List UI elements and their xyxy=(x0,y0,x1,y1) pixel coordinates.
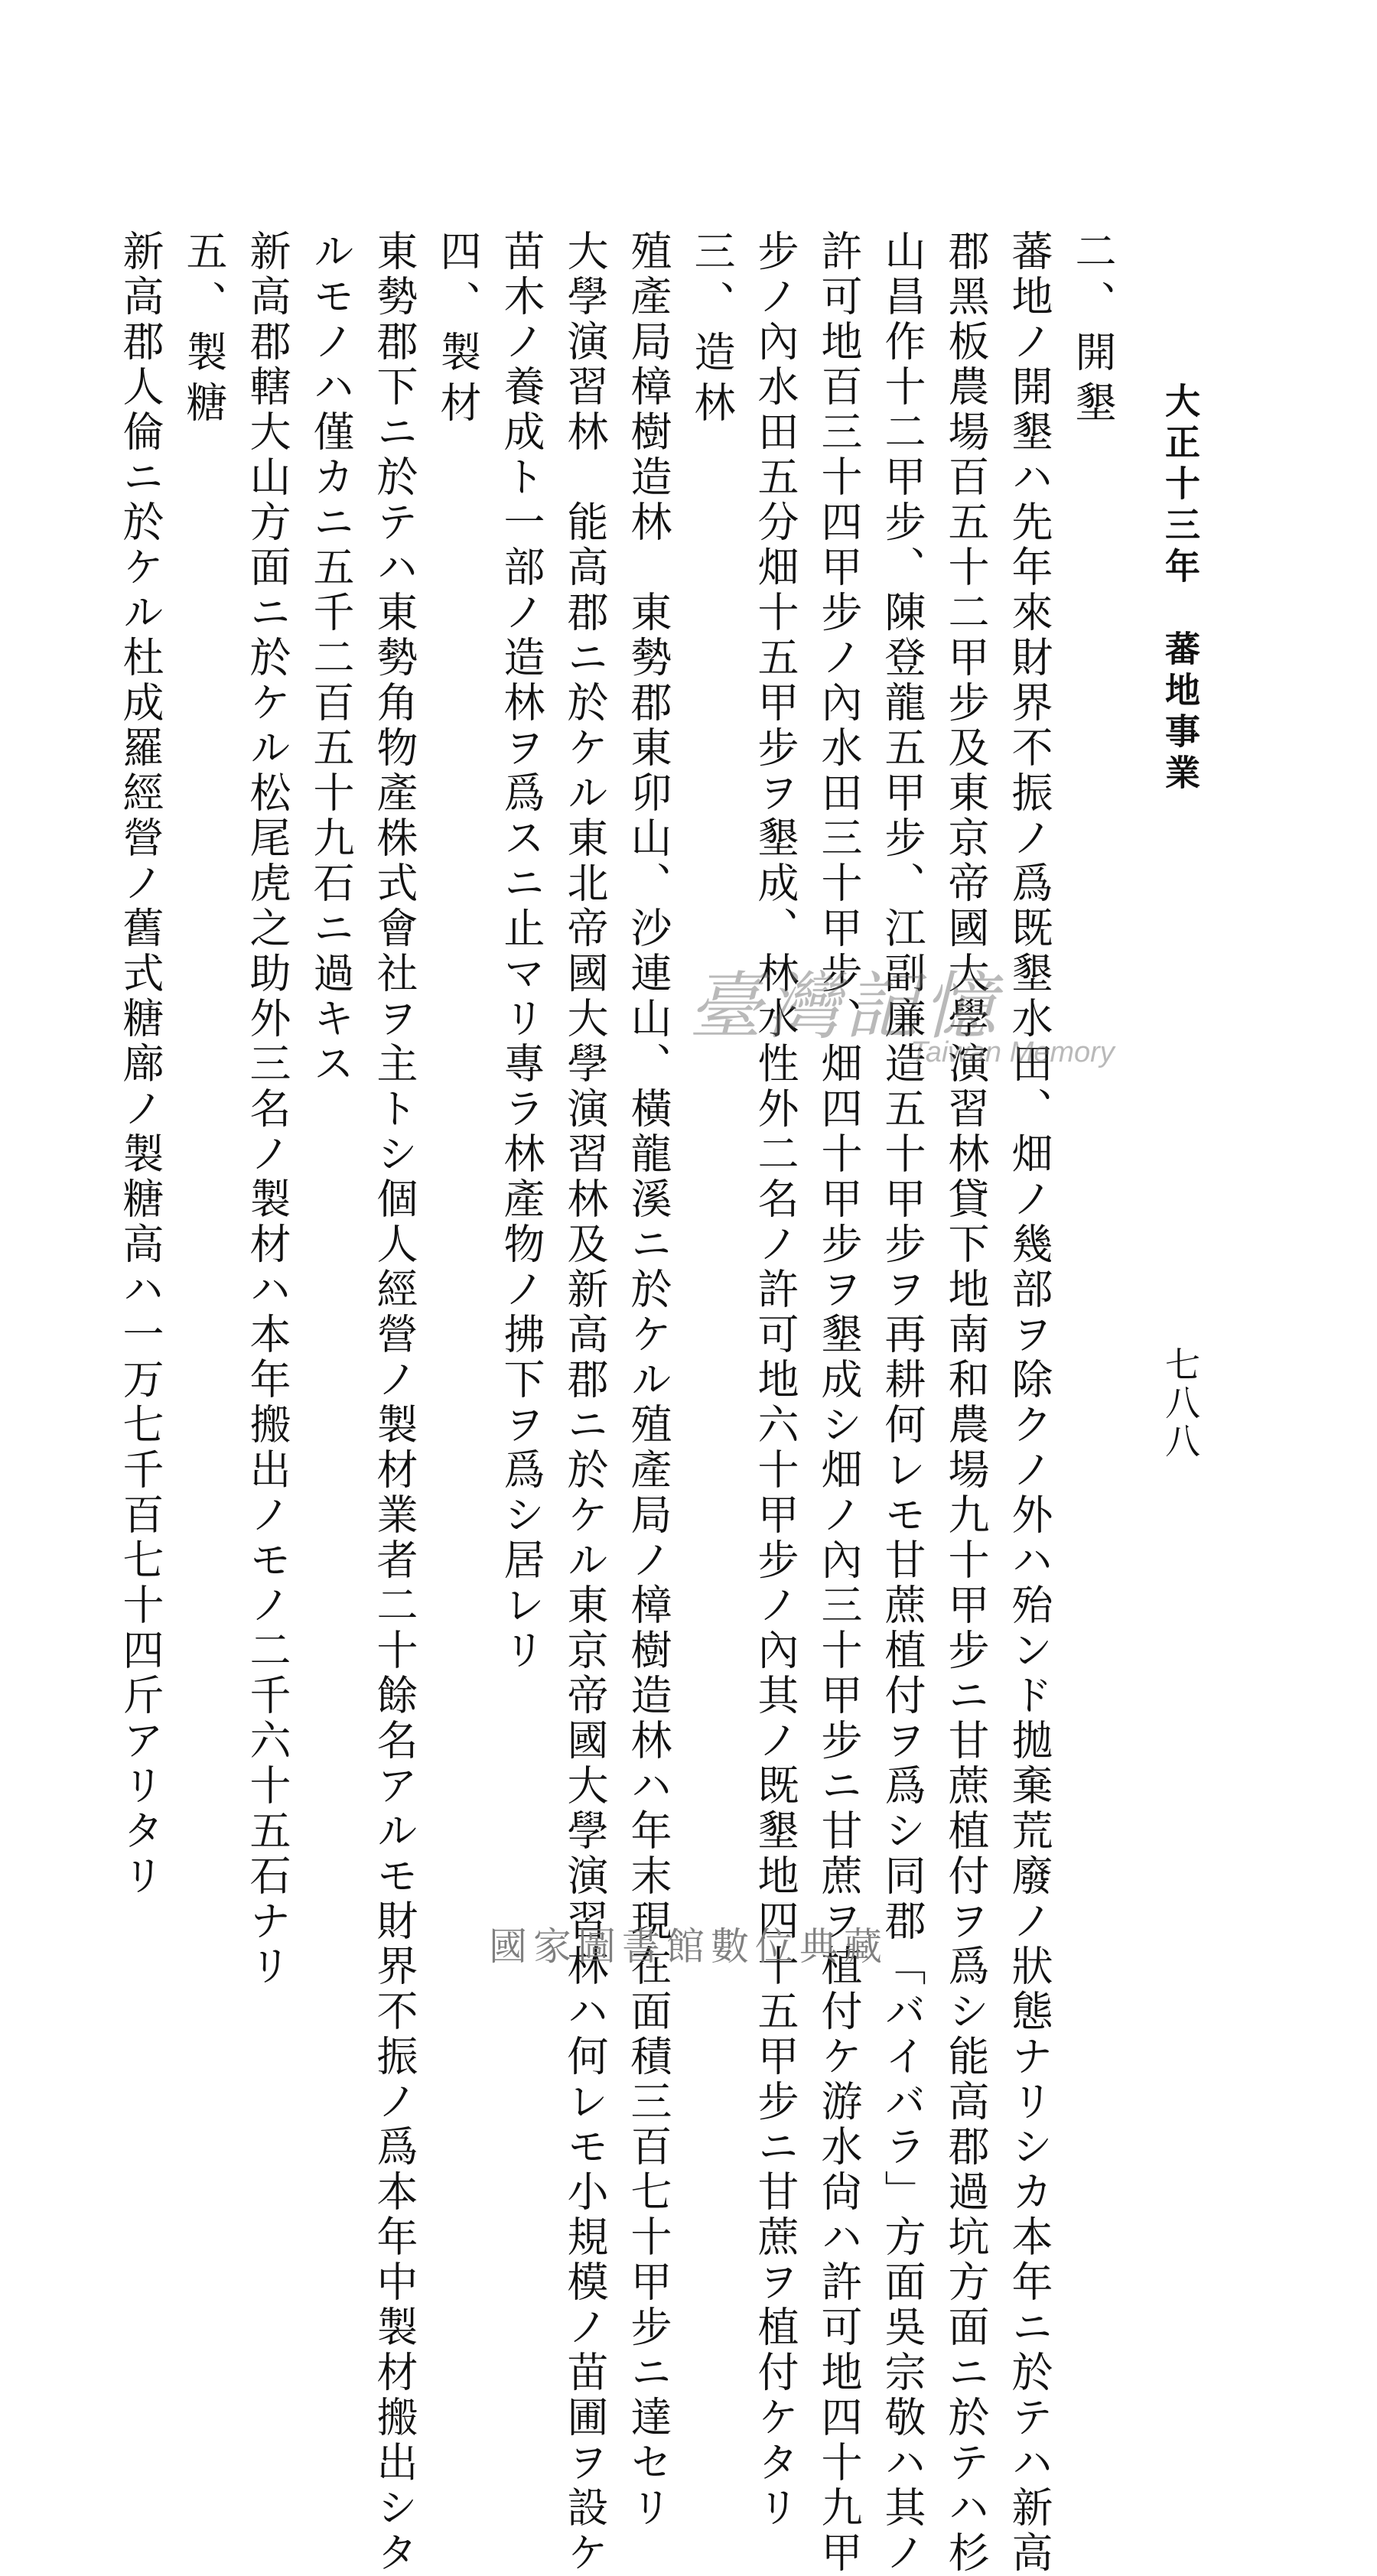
footer-credit: 國家圖書館數位典藏 xyxy=(489,1924,888,1969)
text-column: 新高郡人倫ニ於ケル杜成羅經營ノ舊式糖廍ノ製糖高ハ一万七千百七十四斤アリタリ xyxy=(116,229,164,1899)
text-column: 許可地百三十四甲步ノ內水田三十甲步、畑四十甲步ヲ墾成シ畑ノ內三十甲步ニ甘蔗ヲ植付ケ游水尙ハ許可地四十九甲 xyxy=(815,229,863,2576)
text-column-daigaku-enshurin: 大學演習林 能高郡ニ於ケル東北帝國大學演習林及新高郡ニ於ケル東京帝國大學演習林ハ何レモ小規模ノ苗圃ヲ設ケ xyxy=(561,229,609,2576)
watermark-title: 臺灣記憶 xyxy=(688,964,1001,1049)
text-column: 東勢郡下ニ於テハ東勢角物產株式會社ヲ主トシ個人經營ノ製材業者二十餘名アルモ財界不振ノ爲本年中製材搬出シタ xyxy=(370,229,418,2576)
text-column: 郡黑板農場百五十二甲步及東京帝國大學演習林貸下地南和農場九十甲步ニ甘蔗植付ヲ爲シ能高郡過坑方面ニ於テハ杉 xyxy=(942,229,990,2576)
section-heading-kaikon: 二、開墾 xyxy=(1069,229,1117,431)
watermark xyxy=(658,948,1148,1068)
watermark-subtitle: Taiwan Memory xyxy=(910,1036,1115,1068)
text-column: 步ノ內水田五分畑十五甲步ヲ墾成、林水性外二名ノ許可地六十甲步ノ內其ノ既墾地四十五甲步ニ甘蔗ヲ植付ケタリ xyxy=(751,229,799,2531)
text-column: 新高郡轄大山方面ニ於ケル松尾虎之助外三名ノ製材ハ本年搬出ノモノ二千六十五石ナリ xyxy=(243,229,291,1989)
text-column: 山昌作十二甲步、陳登龍五甲步、江副廉造五十甲步ヲ再耕何レモ甘蔗植付ヲ爲シ同郡「バイバラ」方面吳宗敬ハ其ノ xyxy=(878,229,926,2576)
section-heading-seito: 五、製糖 xyxy=(180,229,228,431)
running-head: 大正十三年 蕃地事業 xyxy=(1160,382,1201,795)
text-column-shokusankyoku: 殖產局樟樹造林 東勢郡東卯山、沙連山、橫龍溪ニ於ケル殖產局ノ樟樹造林ハ年末現在面積三百七十甲步ニ達セリ xyxy=(624,229,672,2531)
page-number: 七八八 xyxy=(1160,1346,1201,1461)
text-column: ルモノハ僅カニ五千二百五十九石ニ過キス xyxy=(307,229,355,1087)
text-column: 苗木ノ養成ト一部ノ造林ヲ爲スニ止マリ專ラ林產物ノ拂下ヲ爲シ居レリ xyxy=(497,229,545,1673)
section-heading-zorin: 三、造林 xyxy=(688,229,736,431)
section-heading-seizai: 四、製材 xyxy=(434,229,482,431)
text-column: 蕃地ノ開墾ハ先年來財界不振ノ爲既墾水田、畑ノ幾部ヲ除クノ外ハ殆ンド拋棄荒廢ノ狀態ナリシカ本年ニ於テハ新高 xyxy=(1005,229,1053,2576)
